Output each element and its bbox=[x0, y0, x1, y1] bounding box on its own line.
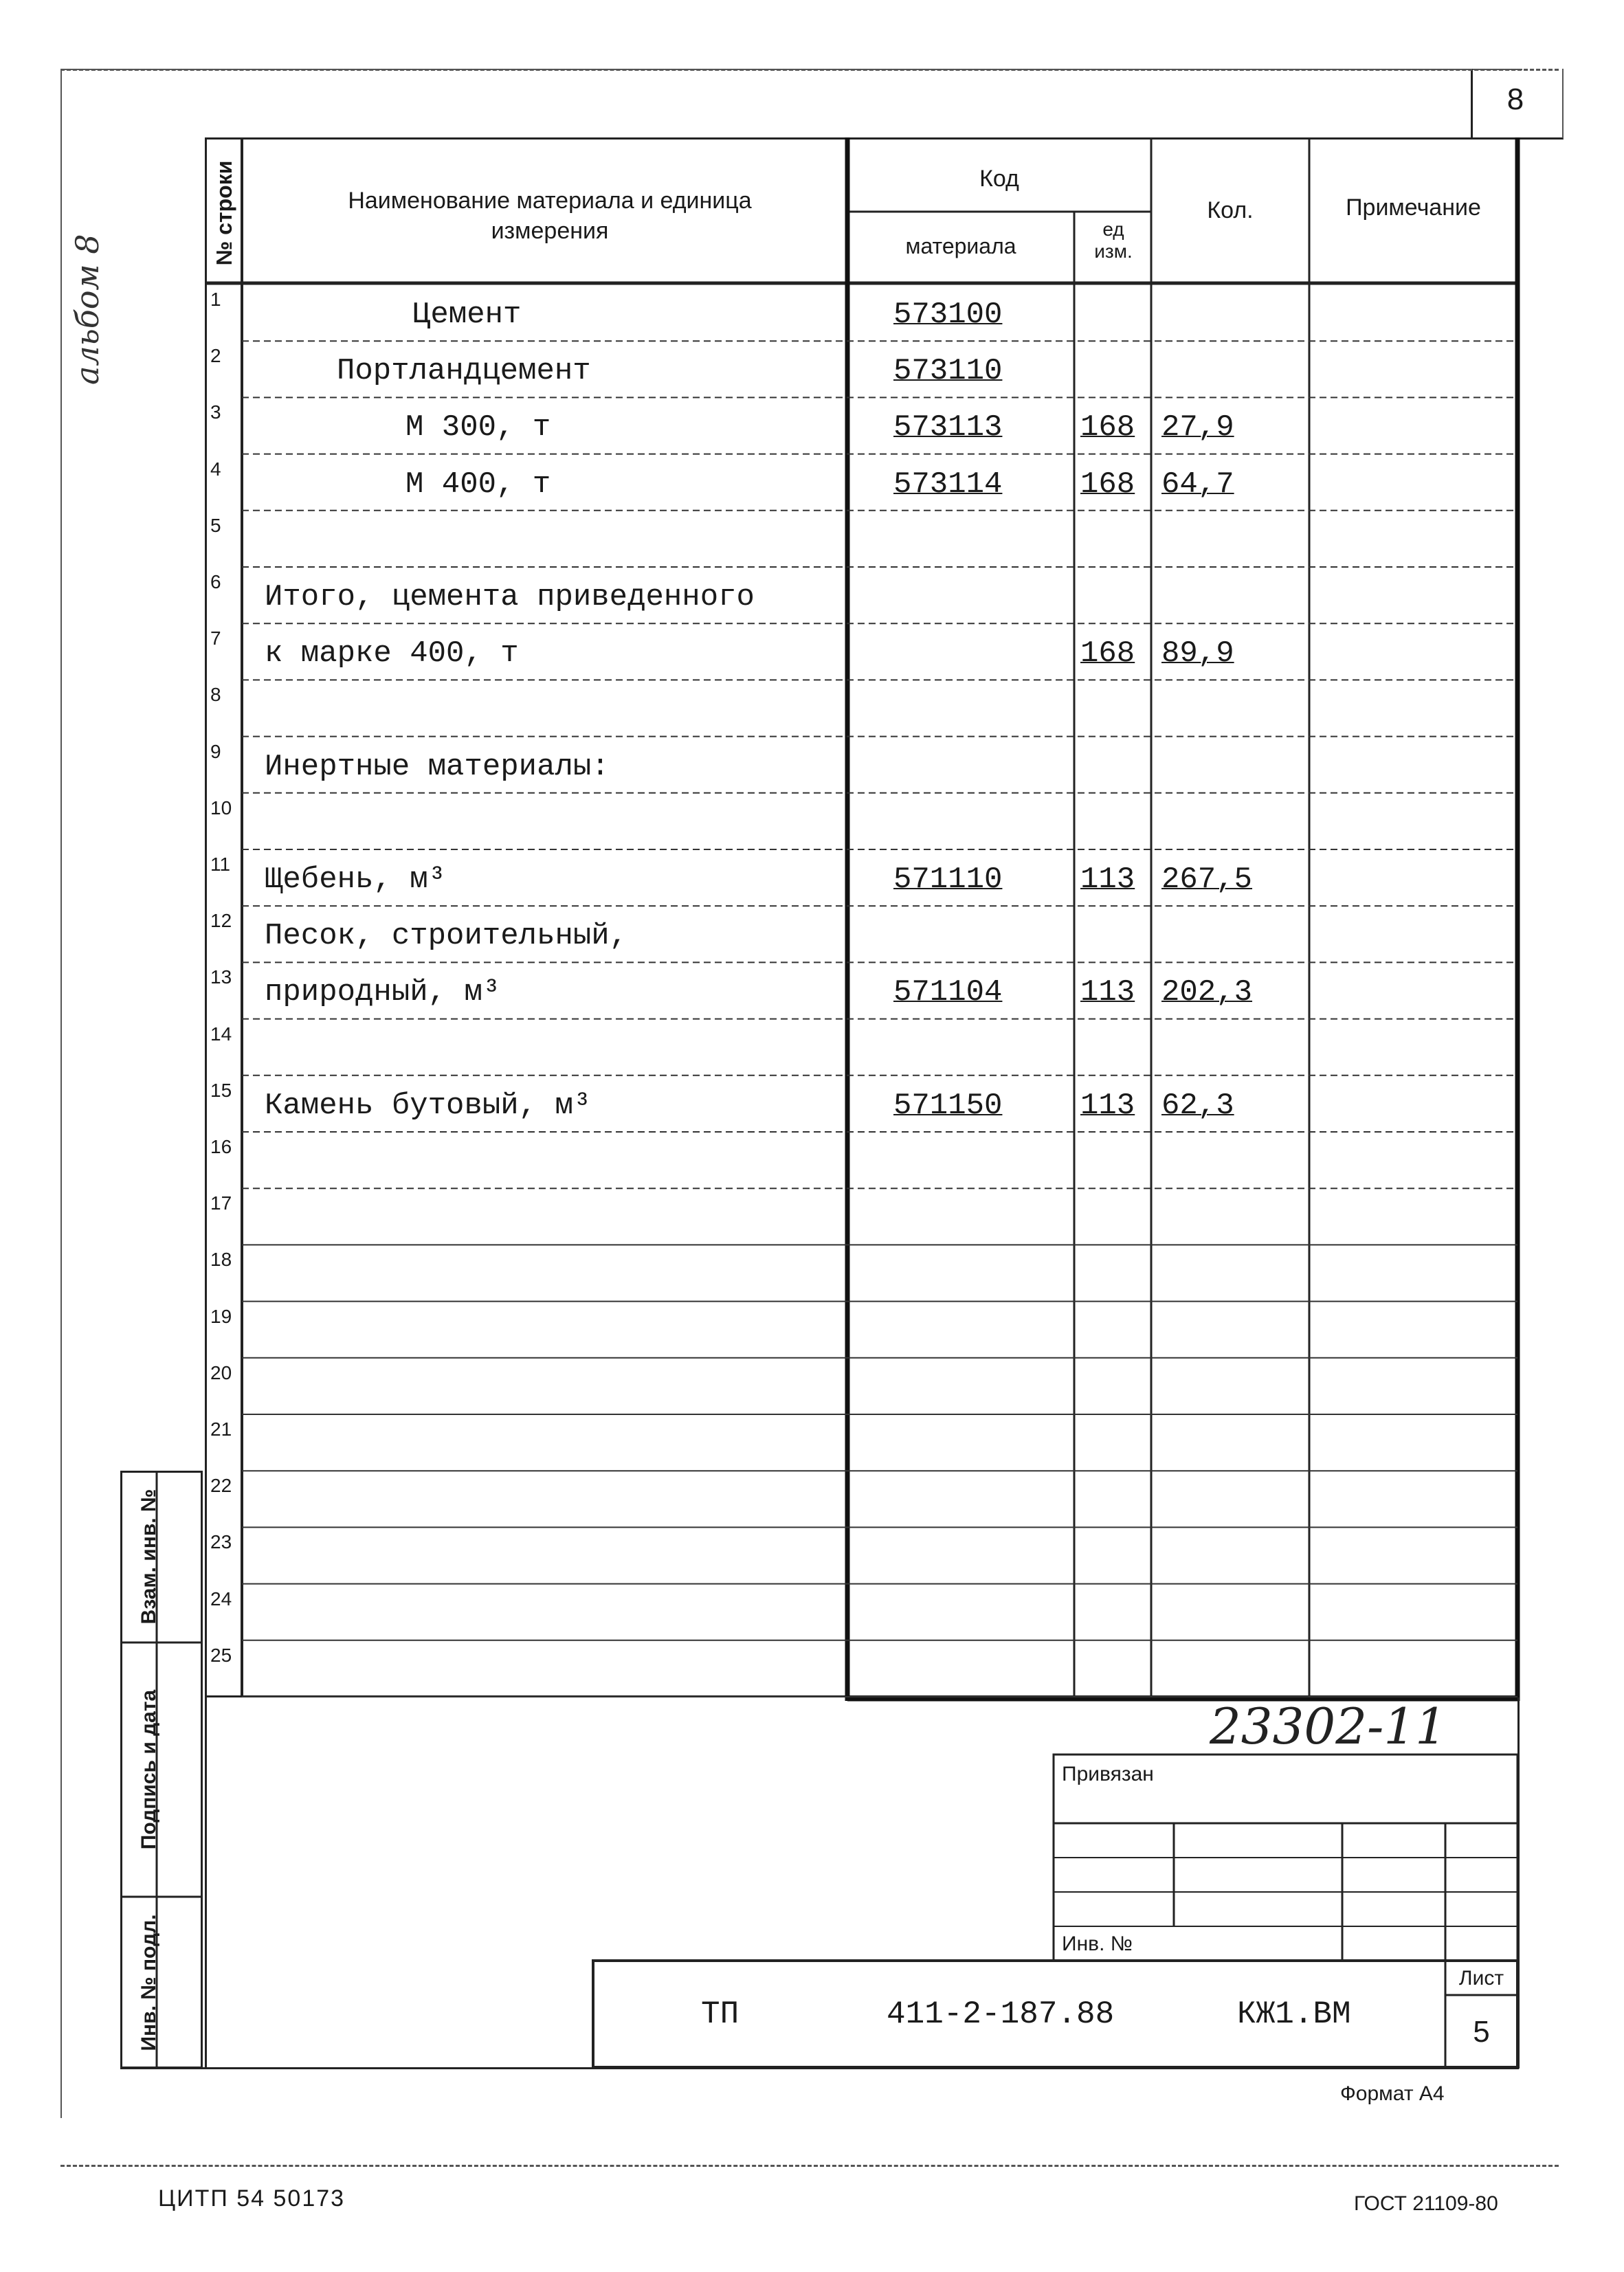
row-number: 16 bbox=[210, 1136, 232, 1157]
row-unit: 113 bbox=[1080, 862, 1135, 897]
row-number: 1 bbox=[210, 289, 221, 310]
row-code: 571150 bbox=[893, 1088, 1003, 1123]
row-number: 10 bbox=[210, 797, 232, 818]
stamp-inv-podl: Инв. № подл. bbox=[137, 1914, 160, 2051]
title-mark: КЖ1.ВМ bbox=[1237, 1996, 1351, 2032]
stamp-podpis: Подпись и дата bbox=[137, 1689, 160, 1850]
header-name: Наименование материала и единица измерения bbox=[348, 188, 752, 244]
row-name: Итого, цемента приведенного bbox=[265, 580, 755, 614]
row-unit: 168 bbox=[1080, 467, 1135, 502]
row-number: 18 bbox=[210, 1249, 232, 1271]
title-privyazan: Привязан bbox=[1062, 1763, 1154, 1785]
row-number: 17 bbox=[210, 1192, 232, 1214]
header-code-unit: ед изм. bbox=[1094, 219, 1133, 262]
title-list-value: 5 bbox=[1473, 2015, 1490, 2049]
row-number: 11 bbox=[210, 854, 231, 875]
header-note: Примечание bbox=[1346, 194, 1481, 221]
row-number: 22 bbox=[210, 1475, 232, 1497]
header-code-group: Код bbox=[979, 166, 1019, 192]
row-qty: 202,3 bbox=[1161, 975, 1253, 1010]
header-qty: Кол. bbox=[1207, 197, 1254, 223]
row-number: 2 bbox=[210, 345, 221, 367]
row-unit: 113 bbox=[1080, 975, 1135, 1010]
row-name: М 300, т bbox=[405, 410, 551, 445]
row-code: 571110 bbox=[893, 862, 1003, 897]
row-code: 573114 bbox=[893, 467, 1003, 502]
row-code: 571104 bbox=[893, 975, 1003, 1010]
row-qty: 267,5 bbox=[1161, 862, 1253, 897]
footer-left: ЦИТП 54 50173 bbox=[158, 2185, 346, 2212]
row-number: 19 bbox=[210, 1305, 232, 1327]
row-name: Портландцемент bbox=[337, 354, 591, 389]
footer-right: ГОСТ 21109-80 bbox=[1354, 2192, 1498, 2215]
row-number: 6 bbox=[210, 571, 221, 592]
row-unit: 168 bbox=[1080, 410, 1135, 445]
row-unit: 168 bbox=[1080, 636, 1135, 671]
row-number: 12 bbox=[210, 910, 232, 932]
row-name: природный, м³ bbox=[265, 975, 501, 1010]
row-number: 13 bbox=[210, 966, 232, 988]
row-qty: 27,9 bbox=[1161, 410, 1234, 445]
title-project: 411-2-187.88 bbox=[887, 1996, 1115, 2032]
title-inv-no: Инв. № bbox=[1062, 1933, 1133, 1955]
sheet-corner-number: 8 bbox=[1506, 82, 1524, 116]
row-number: 8 bbox=[210, 684, 221, 706]
row-code: 573113 bbox=[893, 410, 1003, 445]
stamp-vzam: Взам. инв. № bbox=[137, 1489, 160, 1625]
row-number: 7 bbox=[210, 627, 221, 649]
row-number: 14 bbox=[210, 1023, 232, 1045]
format-label: Формат А4 bbox=[1340, 2082, 1445, 2105]
row-number: 20 bbox=[210, 1361, 232, 1383]
row-qty: 64,7 bbox=[1161, 467, 1234, 502]
cut-line-bottom bbox=[60, 2165, 1559, 2167]
header-row-number: № строки bbox=[212, 160, 236, 266]
row-number: 23 bbox=[210, 1531, 232, 1553]
row-number: 15 bbox=[210, 1079, 232, 1101]
side-note: альбом 8 bbox=[69, 234, 106, 385]
row-number: 9 bbox=[210, 740, 221, 762]
row-number: 21 bbox=[210, 1418, 232, 1440]
header-code-material: материала bbox=[905, 234, 1016, 258]
document-number: 23302-11 bbox=[1210, 1697, 1447, 1755]
row-number: 5 bbox=[210, 514, 221, 536]
row-name: Камень бутовый, м³ bbox=[265, 1088, 592, 1123]
row-name: к марке 400, т bbox=[265, 636, 519, 671]
row-code: 573110 bbox=[893, 354, 1003, 389]
row-number: 3 bbox=[210, 401, 221, 423]
row-unit: 113 bbox=[1080, 1088, 1135, 1123]
cut-line-top bbox=[60, 69, 1559, 71]
row-code: 573100 bbox=[893, 298, 1003, 332]
title-tp: ТП bbox=[701, 1996, 739, 2032]
row-name: Инертные материалы: bbox=[265, 749, 610, 784]
row-qty: 62,3 bbox=[1161, 1088, 1234, 1123]
row-name: Щебень, м³ bbox=[265, 862, 447, 897]
row-number: 24 bbox=[210, 1588, 232, 1610]
row-name: Песок, строительный, bbox=[265, 919, 628, 954]
row-name: М 400, т bbox=[405, 467, 551, 502]
row-qty: 89,9 bbox=[1161, 636, 1234, 671]
row-number: 25 bbox=[210, 1644, 232, 1666]
row-number: 4 bbox=[210, 458, 221, 480]
title-list-label: Лист bbox=[1458, 1967, 1504, 1990]
row-name: Цемент bbox=[412, 298, 522, 332]
